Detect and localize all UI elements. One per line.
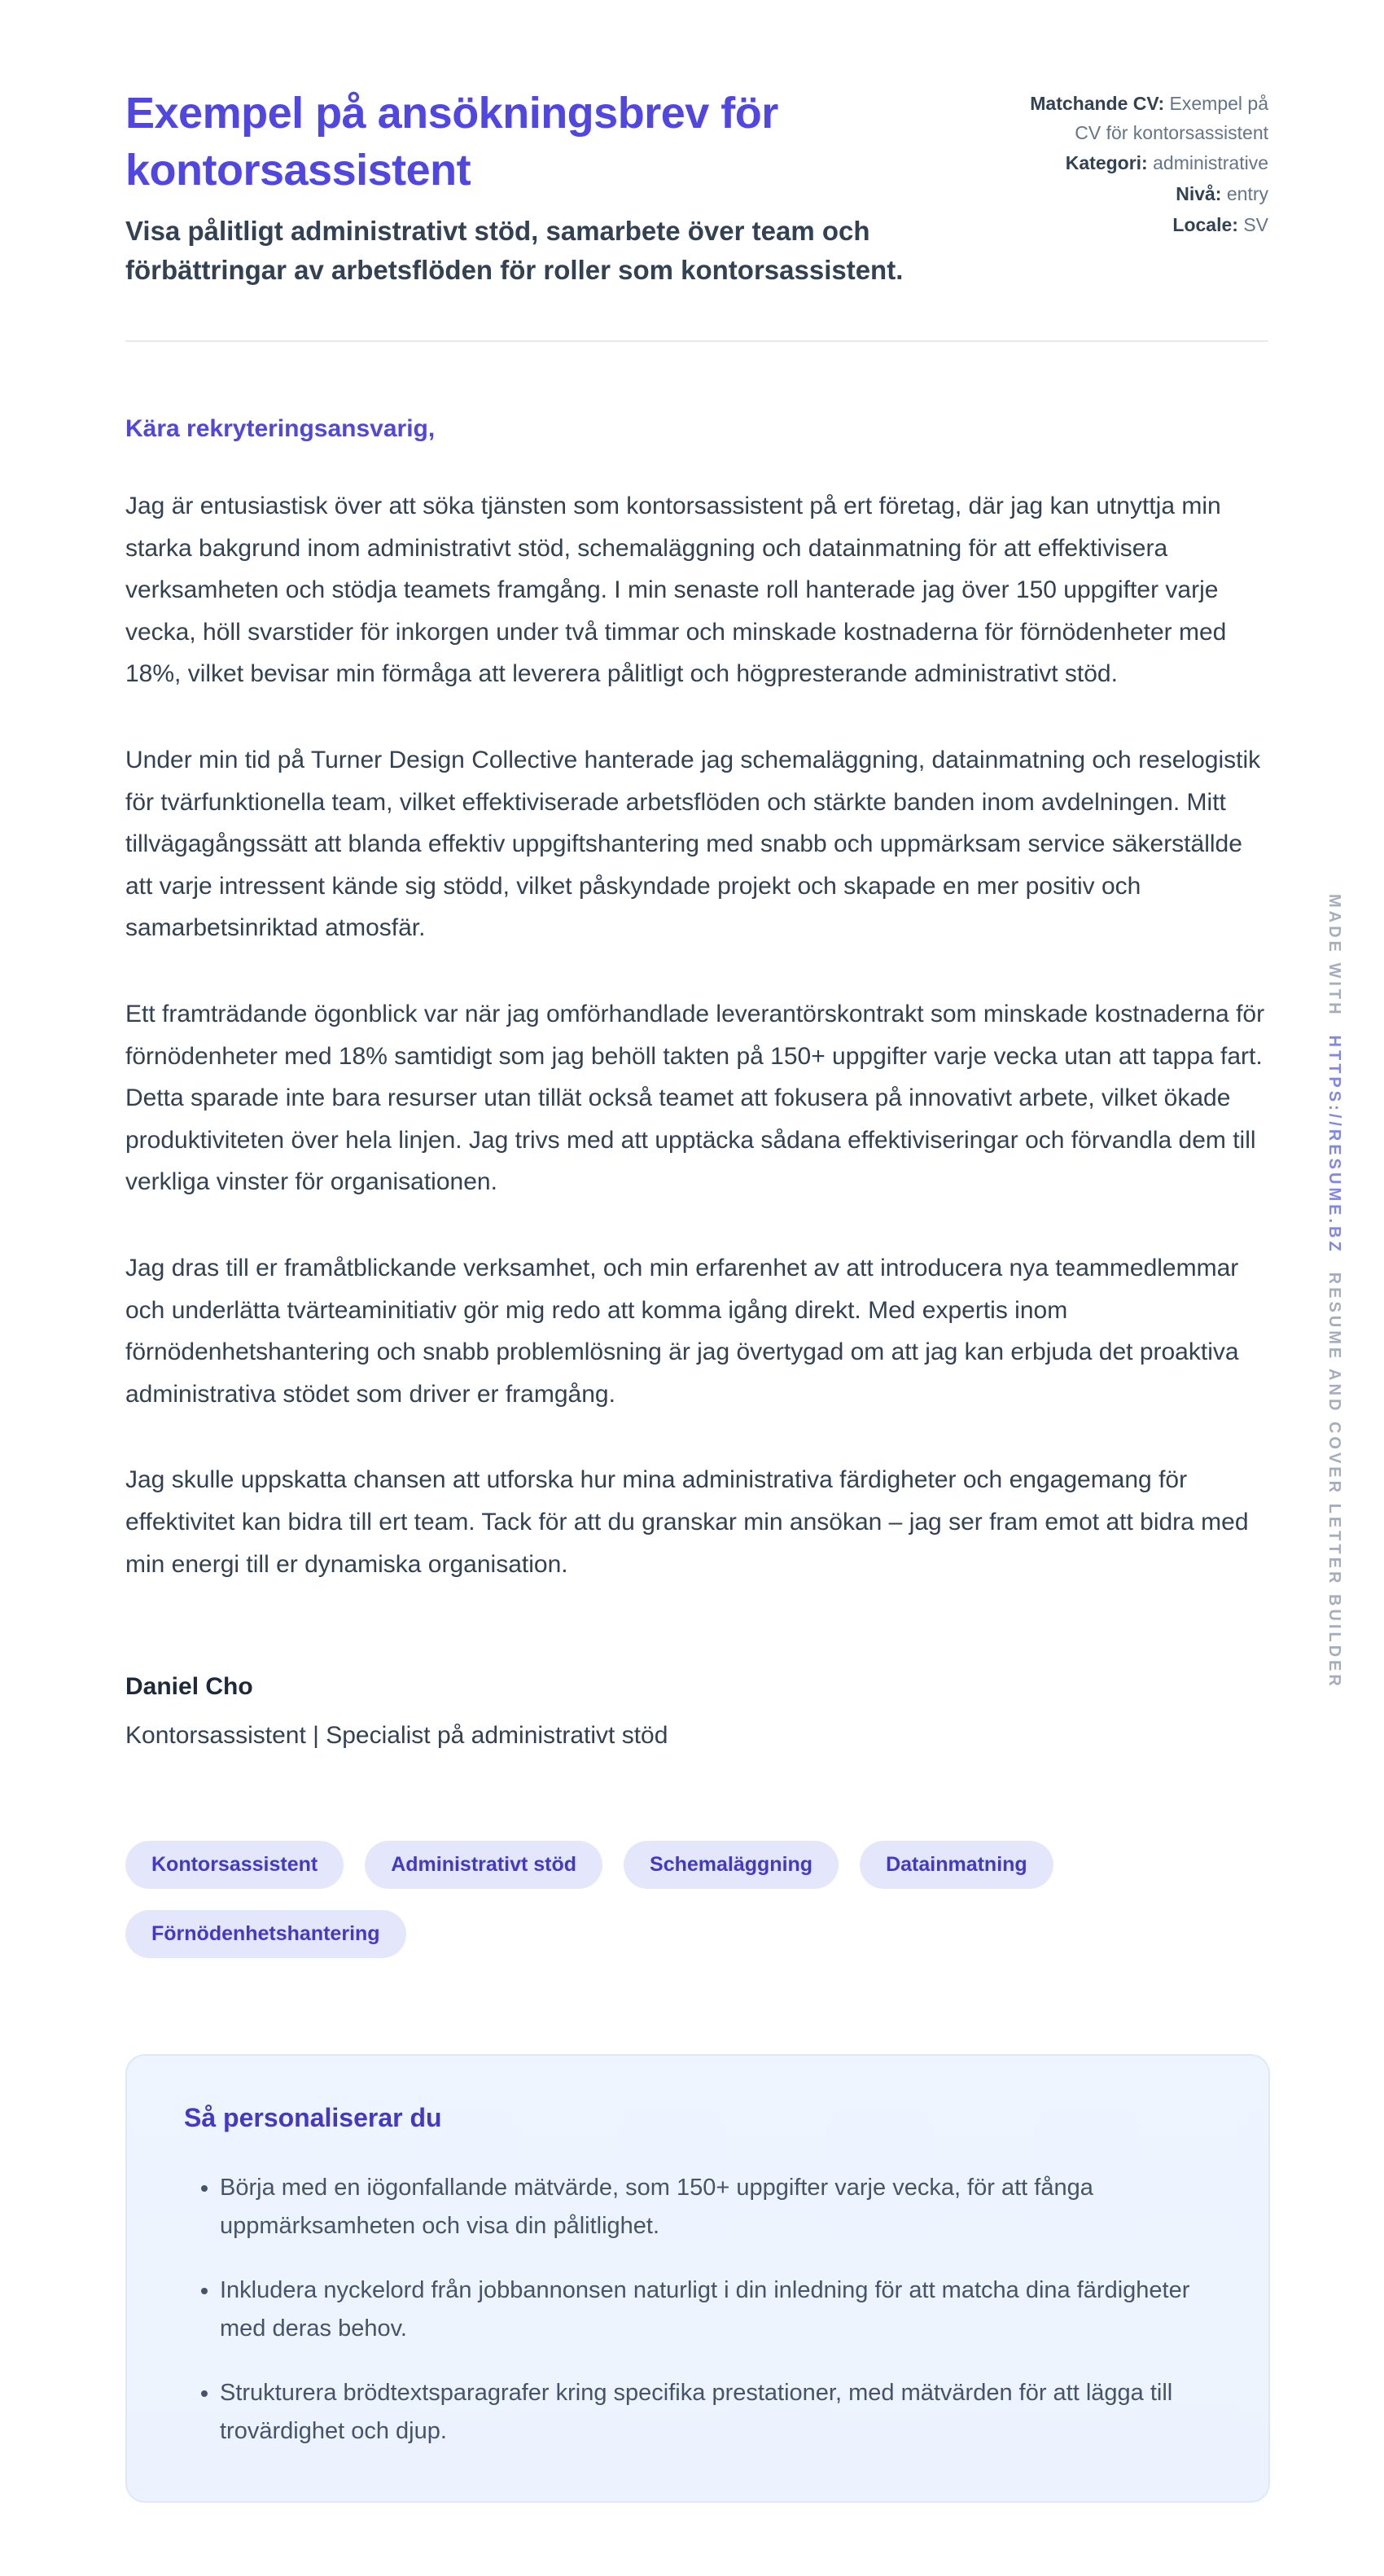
meta-label: Locale: (1172, 213, 1238, 235)
meta-value: SV (1243, 213, 1268, 235)
meta-value: entry (1226, 182, 1268, 204)
meta-row-locale (1008, 211, 1268, 240)
page-subtitle: Visa pålitligt administrativt stöd, samarbete över team och förbättringar av arbetsflöden för roller som kontorsassistent. (125, 216, 904, 286)
signature-role: Kontorsassistent | Specialist på administrativt stöd (125, 1722, 668, 1750)
meta-label: Kategori: (1065, 152, 1148, 174)
tip-item: • Börja med en iögonfallande mätvärde, som 150+ uppgifter varje vecka, för att fånga uppmärksamheten och visa din pålitlighet. (220, 2169, 1211, 2245)
cover-letter-body (125, 415, 1268, 1750)
meta-row-category (1008, 149, 1268, 178)
tag-chip-fornodenhetshantering[interactable]: Förnödenhetshantering (125, 1910, 406, 1958)
tag-chip-administrativt-stod[interactable]: Administrativt stöd (365, 1841, 602, 1889)
header (125, 85, 1268, 290)
meta-value: Exempel på CV för kontorsassistent (1075, 93, 1268, 143)
meta-row-matching-cv (1008, 90, 1268, 147)
resume-bz-link[interactable]: HTTPS://RESUME.BZ (1325, 1035, 1343, 1255)
signature-block (125, 1673, 1268, 1750)
tag-chip-datainmatning[interactable]: Datainmatning (860, 1841, 1053, 1889)
meta-panel (1008, 85, 1268, 241)
signature-name: Daniel Cho (125, 1673, 253, 1701)
letter-paragraph: Ett framträdande ögonblick var när jag omförhandlade leverantörskontrakt som minskade kostnaderna för förnödenheter med 18% samtidigt som jag behöll takten på 150+ uppgifter varje vecka utan att tappa fart. Detta sparade inte bara resurser utan tillät också teamet att fokusera på innovativt arbete, vilket ökade produktiviteten över hela linjen. Jag trivs med att upptäcka sådana effektiviseringar och förvandla dem till verkliga vinster för organisationen. (125, 1001, 1265, 1196)
tag-chip-kontorsassistent[interactable]: Kontorsassistent (125, 1841, 344, 1889)
letter-paragraph: Jag skulle uppskatta chansen att utforska hur mina administrativa färdigheter och engagemang för effektivitet kan bidra till ert team. Tack för att du granskar min ansökan – jag ser fram emot att bidra med min energi till er dynamiska organisation. (125, 1466, 1249, 1578)
tag-chip-schemalaggning[interactable]: Schemaläggning (624, 1841, 839, 1889)
watermark-suffix: RESUME AND COVER LETTER BUILDER (1325, 1272, 1343, 1689)
tag-list (125, 1841, 1268, 1958)
header-divider (125, 340, 1268, 342)
tips-list (184, 2169, 1211, 2451)
meta-value: administrative (1153, 152, 1268, 174)
personalization-tips-box (125, 2054, 1270, 2503)
meta-row-level (1008, 180, 1268, 209)
header-left (125, 85, 964, 290)
watermark-prefix: MADE WITH (1325, 894, 1343, 1018)
page-title: Exempel på ansökningsbrev för kontorsassistent (125, 89, 778, 195)
made-with-watermark (1325, 894, 1343, 1689)
tip-item: • Inkludera nyckelord från jobbannonsen naturligt i din inledning för att matcha dina färdigheter med deras behov. (220, 2272, 1211, 2348)
letter-greeting: Kära rekryteringsansvarig, (125, 415, 436, 443)
letter-paragraph: Under min tid på Turner Design Collective hanterade jag schemaläggning, datainmatning och reselogistik för tvärfunktionella team, vilket effektiviserade arbetsflöden och stärkte banden inom avdelningen. Mitt tillvägagångssätt att blanda effektiv uppgiftshantering med snabb och uppmärksam service säkerställde att varje intressent kände sig stödd, vilket påskyndade projekt och skapade en mer positiv och samarbetsinriktad atmosfär. (125, 747, 1261, 942)
letter-paragraph: Jag dras till er framåtblickande verksamhet, och min erfarenhet av att introducera nya teammedlemmar och underlätta tvärteaminitiativ gör mig redo att komma igång direkt. Med expertis inom förnödenhetshantering och snabb problemlösning är jag övertygad om att jag kan erbjuda det proaktiva administrativa stödet som driver er framgång. (125, 1254, 1239, 1408)
letter-paragraph: Jag är entusiastisk över att söka tjänsten som kontorsassistent på ert företag, där jag kan utnyttja min starka bakgrund inom administrativt stöd, schemaläggning och datainmatning för att effektivisera verksamheten och stödja teamets framgång. I min senaste roll hanterade jag över 150 uppgifter varje vecka, höll svarstider för inkorgen under två timmar och minskade kostnaderna för förnödenheter med 18%, vilket bevisar min förmåga att leverera pålitligt och högpresterande administrativt stöd. (125, 493, 1227, 688)
meta-label: Nivå: (1176, 182, 1222, 204)
tips-heading: Så personaliserar du (184, 2103, 442, 2133)
tip-item: • Strukturera brödtextsparagrafer kring specifika prestationer, med mätvärden för att lägga till trovärdighet och djup. (220, 2374, 1211, 2451)
meta-label: Matchande CV: (1030, 93, 1165, 114)
